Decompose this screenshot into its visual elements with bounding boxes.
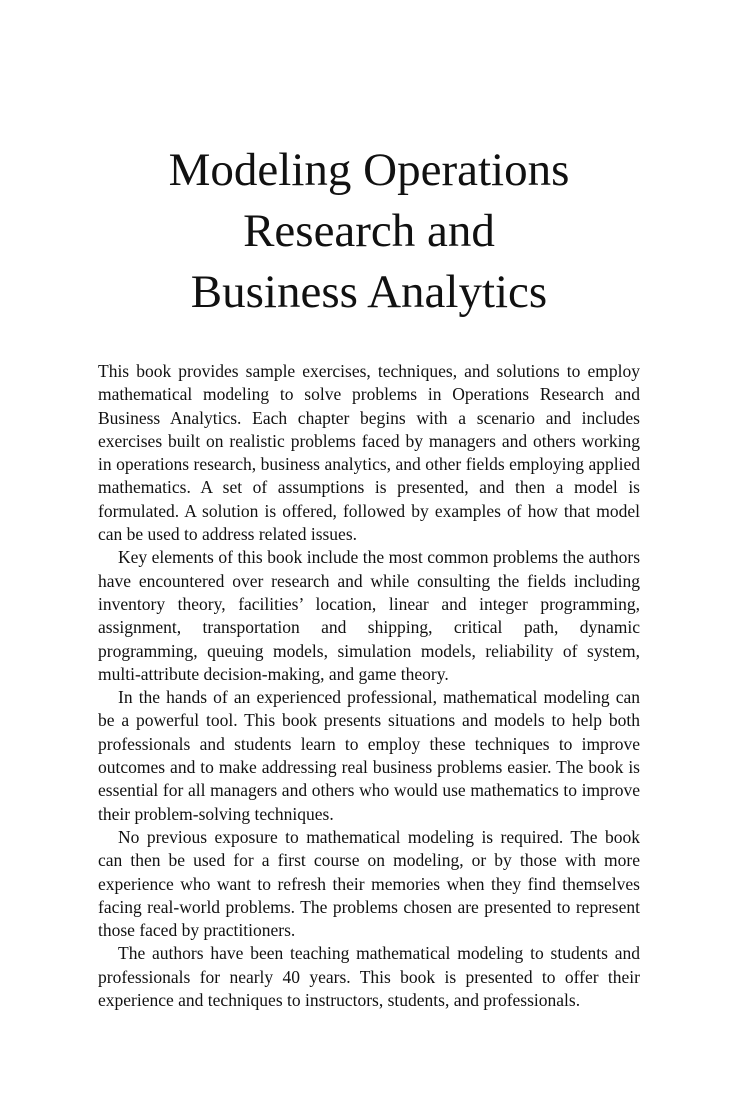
title-line-1: Modeling Operations — [168, 144, 570, 196]
paragraph-intro: This book provides sample exercises, techniques, and solutions to employ mathematical modeling to solve problems in Operations Research and Business Analytics. Each chapter begins with a scenario and includes exercises built on realistic problems faced by managers and others working in operations research, business analytics, and other fields employing applied mathematics. A set of assumptions is presented, and then a model is formulated. A solution is offered, followed by examples of how that model can be used to address related issues. — [98, 361, 640, 545]
title-line-2: Research and — [243, 205, 495, 257]
paragraph-no-previous-exposure: No previous exposure to mathematical modeling is required. The book can then be used for a first course on modeling, or by those with more experience who want to refresh their memories when they find themselves facing real-world problems. The problems chosen are presented to represent those faced by practitioners. — [98, 826, 640, 941]
book-description — [98, 360, 640, 1012]
book-title — [80, 140, 658, 323]
paragraph-authors: The authors have been teaching mathematical modeling to students and professionals for nearly 40 years. This book is presented to offer their experience and techniques to instructors, students, and professionals. — [98, 943, 640, 1011]
paragraph-experienced-professional: In the hands of an experienced professional, mathematical modeling can be a powerful tool. This book presents situations and models to help both professionals and students learn to employ these techniques to improve outcomes and to make addressing real business problems easier. The book is essential for all managers and others who would use mathematics to improve their problem-solving techniques. — [98, 687, 640, 824]
title-line-3: Business Analytics — [190, 266, 548, 318]
paragraph-key-elements: Key elements of this book include the most common problems the authors have encountered over research and while consulting the fields including inventory theory, facilities’ location, linear and integer programming, assignment, transportation and shipping, critical path, dynamic programming, queuing models, simulation models, reliability of system, multi-attribute decision-making, and game theory. — [98, 547, 640, 684]
